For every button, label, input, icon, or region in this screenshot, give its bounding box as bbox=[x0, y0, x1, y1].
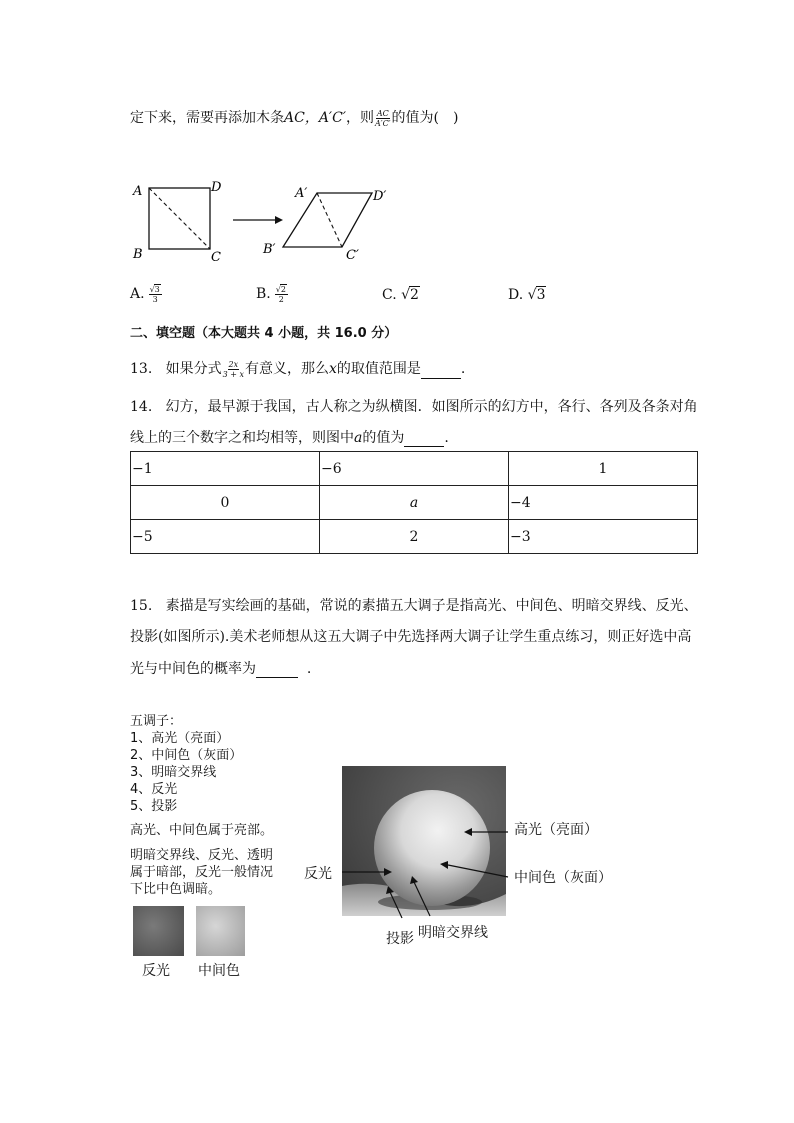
magic-square-table bbox=[130, 451, 698, 554]
option-a-den: 3 bbox=[152, 295, 158, 304]
note-item: 2、中间色（灰面） bbox=[130, 748, 243, 763]
q13-fraction bbox=[223, 360, 244, 379]
cell-r1c1: −1 bbox=[131, 452, 320, 486]
q14-line2-post: 的值为 bbox=[362, 430, 405, 446]
option-b-radicand: 2 bbox=[280, 285, 286, 294]
option-d-letter: D. bbox=[508, 287, 524, 303]
option-a bbox=[130, 284, 162, 304]
option-b bbox=[256, 284, 288, 304]
q13-pre: 如果分式 bbox=[165, 361, 222, 377]
question-13 bbox=[130, 358, 465, 379]
option-b-den: 2 bbox=[278, 295, 284, 304]
q12-tail: 的值为( ) bbox=[391, 110, 459, 126]
question-15-line1 bbox=[130, 595, 698, 615]
cell-r1c2: −6 bbox=[320, 452, 509, 486]
note-dark-1: 明暗交界线、反光、透明 bbox=[130, 848, 274, 863]
option-b-fraction: $\frac{√2}{2}$ bbox=[275, 285, 286, 304]
q13-end: . bbox=[460, 361, 466, 377]
label-c-prime: C′ bbox=[346, 248, 359, 263]
option-c: C. √2 bbox=[382, 287, 419, 303]
option-a-letter: A. bbox=[130, 286, 145, 302]
q13-frac-num: 2x bbox=[228, 359, 239, 369]
q15-line3: 光与中间色的概率为 bbox=[130, 661, 256, 677]
cell-r1c3: 1 bbox=[509, 452, 698, 486]
option-b-letter: B. bbox=[256, 286, 271, 302]
label-a: A bbox=[133, 184, 143, 199]
q15-line1: 素描是写实绘画的基础，常说的素描五大调子是指高光、中间色、明暗交界线、反光、 bbox=[165, 598, 698, 614]
table-row bbox=[131, 452, 698, 486]
swatch-reflection-label: 反光 bbox=[142, 963, 170, 979]
question-14-line1 bbox=[130, 396, 698, 416]
q13-post1: 有意义，那么 bbox=[245, 361, 330, 377]
label-c: C bbox=[211, 250, 221, 265]
q14-end: . bbox=[444, 430, 449, 446]
q14-answer-blank[interactable] bbox=[404, 430, 444, 447]
q13-post2: 的取值范围是 bbox=[336, 361, 421, 377]
sketch-notes bbox=[130, 713, 273, 898]
square-to-rhombus-figure bbox=[125, 175, 405, 265]
label-midtone: 中间色（灰面） bbox=[514, 870, 612, 886]
label-terminator: 明暗交界线 bbox=[418, 925, 488, 941]
option-d-radicand: 3 bbox=[536, 287, 546, 303]
q12-frac-den: A′C′ bbox=[375, 118, 391, 128]
swatch-midtone-label: 中间色 bbox=[198, 963, 240, 979]
label-shadow: 投影 bbox=[386, 931, 414, 947]
q12-frac-num: AC bbox=[376, 108, 389, 118]
rhombus-diagonal bbox=[317, 193, 342, 247]
option-c-letter: C. bbox=[382, 287, 397, 303]
option-d: D. √3 bbox=[508, 287, 546, 303]
cell-r3c2: 2 bbox=[320, 520, 509, 554]
cell-r2c3: −4 bbox=[509, 486, 698, 520]
cell-r3c3: −3 bbox=[509, 520, 698, 554]
question-15-line2: 投影(如图所示).美术老师想从这五大调子中先选择两大调子让学生重点练习，则正好选中高 bbox=[130, 629, 692, 645]
square-diagonal bbox=[149, 188, 210, 249]
q13-answer-blank[interactable] bbox=[421, 362, 461, 379]
note-dark-2: 属于暗部，反光一般情况 bbox=[130, 865, 274, 880]
table-row bbox=[131, 520, 698, 554]
q12-then: ，则 bbox=[346, 110, 375, 126]
q14-var: a bbox=[354, 430, 363, 446]
q13-number: 13. bbox=[130, 361, 153, 377]
note-item: 1、高光（亮面） bbox=[130, 731, 230, 746]
q12-fraction bbox=[375, 109, 391, 128]
swatch-reflection bbox=[133, 906, 184, 956]
q13-frac-den: 3 + x bbox=[222, 369, 245, 379]
question-15-line3 bbox=[130, 658, 311, 678]
notes-title: 五调子： bbox=[130, 714, 183, 729]
note-bright: 高光、中间色属于亮部。 bbox=[130, 823, 274, 838]
label-b: B bbox=[133, 247, 143, 262]
q15-number: 15. bbox=[130, 598, 153, 614]
rhombus-shape bbox=[283, 193, 372, 247]
label-d: D bbox=[211, 180, 222, 195]
annotation-arrows bbox=[330, 820, 520, 930]
cell-r2c1: 0 bbox=[131, 486, 320, 520]
label-highlight: 高光（亮面） bbox=[514, 822, 598, 838]
label-b-prime: B′ bbox=[263, 242, 276, 257]
note-item: 4、反光 bbox=[130, 782, 178, 797]
label-a-prime: A′ bbox=[295, 186, 308, 201]
q14-line2-pre: 线上的三个数字之和均相等，则图中 bbox=[130, 430, 354, 446]
cell-r2c2: a bbox=[320, 486, 509, 520]
q15-answer-blank[interactable] bbox=[256, 661, 298, 678]
note-dark-3: 下比中色调暗。 bbox=[130, 882, 222, 897]
swatch-midtone bbox=[196, 906, 245, 956]
q12-line bbox=[130, 107, 458, 128]
q14-line1: 幻方，最早源于我国，古人称之为纵横图．如图所示的幻方中，各行、各列及各条对角 bbox=[165, 399, 698, 415]
q13-var: x bbox=[329, 361, 337, 377]
cell-r3c1: −5 bbox=[131, 520, 320, 554]
label-reflection: 反光 bbox=[304, 866, 332, 882]
option-a-fraction: $\frac{√3}{3}$ bbox=[149, 285, 160, 304]
q12-intro: 定下来，需要再添加木条 bbox=[130, 110, 284, 126]
section-heading: 二、填空题（本大题共 4 小题，共 16.0 分） bbox=[130, 326, 398, 341]
option-c-radicand: 2 bbox=[410, 287, 419, 303]
option-a-radicand: 3 bbox=[154, 285, 160, 294]
table-row bbox=[131, 486, 698, 520]
arrow-head bbox=[275, 216, 283, 224]
q12-segments: AC，A′C′ bbox=[284, 110, 347, 126]
q14-number: 14. bbox=[130, 399, 153, 415]
question-14-line2 bbox=[130, 427, 449, 447]
note-item: 3、明暗交界线 bbox=[130, 765, 217, 780]
note-item: 5、投影 bbox=[130, 799, 178, 814]
q15-end: . bbox=[306, 661, 312, 677]
label-d-prime: D′ bbox=[373, 189, 387, 204]
